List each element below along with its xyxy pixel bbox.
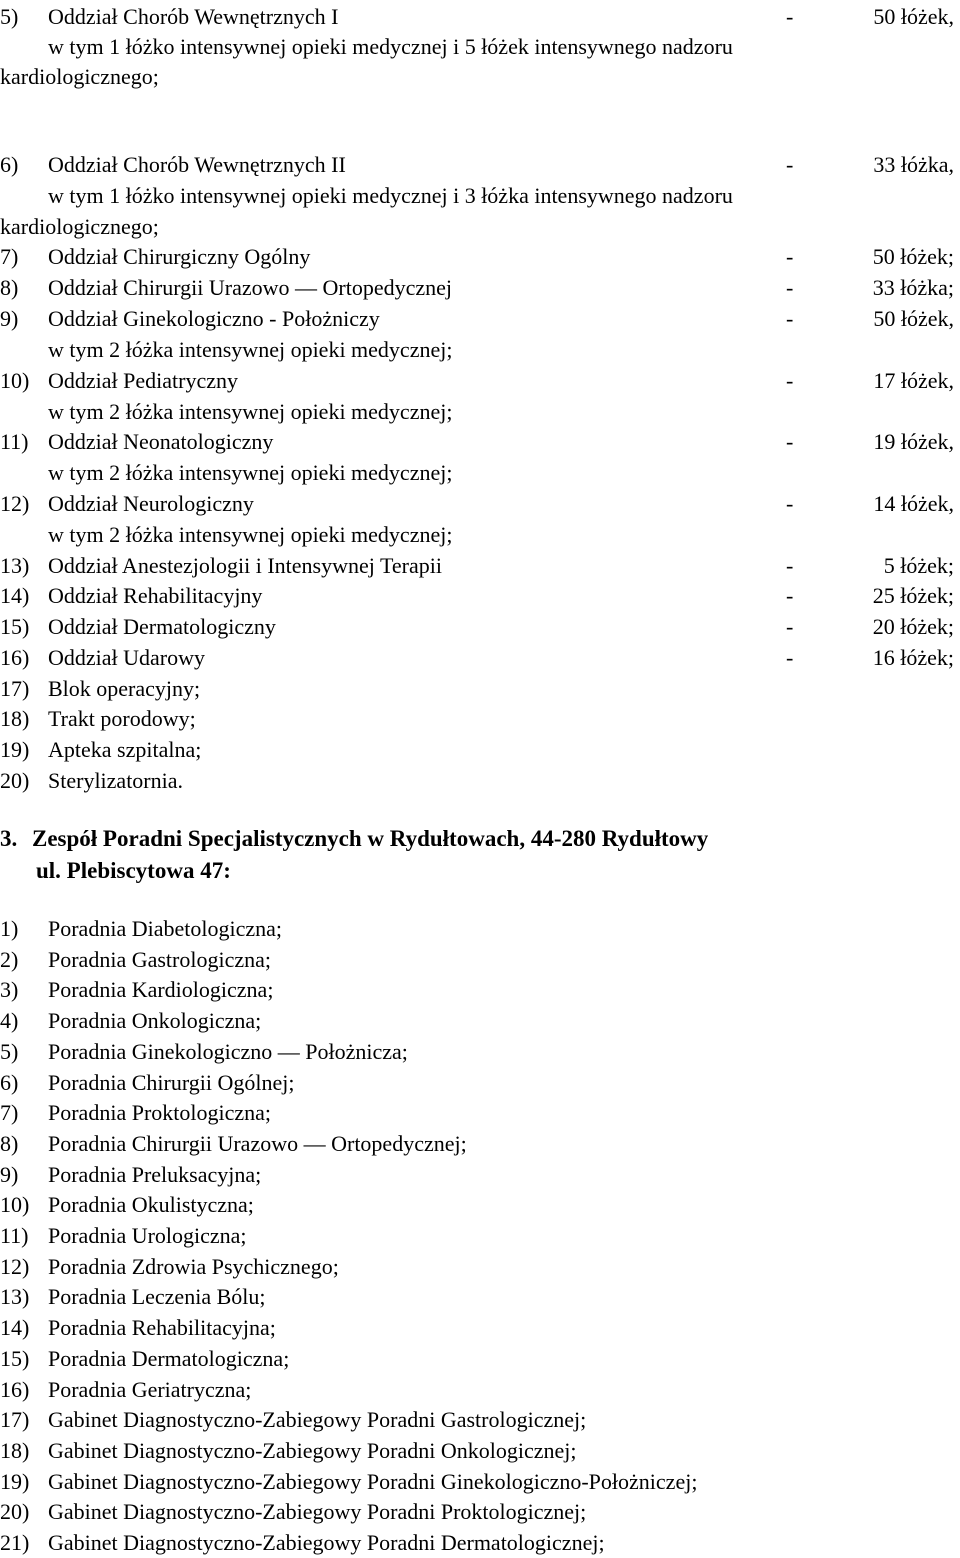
clinic-name: Poradnia Preluksacyjna;: [48, 1161, 262, 1187]
ward-name: Trakt porodowy;: [48, 706, 196, 731]
ward-item: [0, 427, 960, 457]
clinic-number: 18): [0, 1437, 30, 1463]
ward-beds: 33 łóżka,: [873, 152, 954, 177]
ward-subline: [0, 520, 960, 550]
ward-item: [0, 489, 960, 519]
clinic-name: Poradnia Leczenia Bólu;: [48, 1284, 266, 1310]
clinic-number: 8): [0, 1130, 19, 1156]
ward-dash: -: [786, 275, 794, 300]
clinic-number: 2): [0, 946, 19, 972]
clinic-item: [0, 1252, 960, 1282]
ward-detail: w tym 1 łóżko intensywnej opieki medycznej i 3 łóżka intensywnego nadzoru: [48, 183, 733, 208]
clinic-number: 20): [0, 1499, 30, 1525]
clinic-item: [0, 1006, 960, 1036]
ward-name: Oddział Chorób Wewnętrznych I: [48, 4, 339, 29]
ward-beds: 50 łóżek,: [873, 4, 954, 29]
ward-number: 13): [0, 553, 30, 578]
ward-name: Oddział Chirurgii Urazowo — Ortopedycznej: [48, 275, 453, 300]
ward-number: 18): [0, 706, 30, 731]
clinic-item: [0, 1405, 960, 1435]
ward-number: 12): [0, 491, 30, 516]
ward-number: 5): [0, 4, 19, 29]
clinic-item: [0, 1467, 960, 1497]
ward-dash: -: [786, 614, 794, 639]
ward-beds: 16 łóżek;: [872, 645, 954, 670]
ward-item: [0, 551, 960, 581]
clinic-item: [0, 1190, 960, 1220]
ward-detail: w tym 2 łóżka intensywnej opieki medycznej;: [48, 522, 453, 547]
clinic-number: 9): [0, 1161, 19, 1187]
ward-beds: 50 łóżek,: [873, 306, 954, 331]
ward-beds: 50 łóżek;: [872, 244, 954, 269]
section-heading: [0, 823, 960, 855]
section-address: [36, 855, 936, 887]
ward-beds: 5 łóżek;: [883, 553, 954, 578]
clinic-name: Gabinet Diagnostyczno-Zabiegowy Poradni Proktologicznej;: [48, 1499, 587, 1525]
clinic-item: [0, 1436, 960, 1466]
ward-number: 14): [0, 583, 30, 608]
clinic-item: [0, 975, 960, 1005]
clinic-item: [0, 1313, 960, 1343]
clinic-name: Poradnia Urologiczna;: [48, 1223, 247, 1248]
section-title: Zespół Poradni Specjalistycznych w Rydułtowach, 44-280 Rydułtowy: [32, 826, 709, 851]
ward-dash: -: [786, 4, 794, 29]
ward-dash: -: [786, 645, 794, 670]
ward-detail: w tym 2 łóżka intensywnej opieki medycznej;: [48, 460, 453, 485]
ward-number: 6): [0, 152, 19, 177]
ward-number: 15): [0, 614, 30, 639]
clinic-item: [0, 1037, 960, 1067]
clinic-number: 4): [0, 1008, 19, 1034]
clinic-name: Poradnia Okulistyczna;: [48, 1192, 254, 1218]
ward-item: [0, 704, 960, 734]
clinic-item: [0, 945, 960, 975]
clinic-item: [0, 1160, 960, 1190]
ward-item: [0, 366, 960, 396]
ward-detail: w tym 2 łóżka intensywnej opieki medycznej;: [48, 337, 453, 362]
ward-subline: [0, 62, 960, 92]
ward-name: Oddział Anestezjologii i Intensywnej Terapii: [48, 553, 442, 578]
clinic-name: Poradnia Proktologiczna;: [48, 1100, 272, 1126]
ward-item: [0, 242, 960, 272]
ward-beds: 25 łóżek;: [872, 583, 954, 608]
ward-name: Blok operacyjny;: [48, 676, 201, 701]
ward-name: Oddział Chirurgiczny Ogólny: [48, 244, 311, 269]
clinic-item: [0, 1344, 960, 1374]
ward-detail: w tym 1 łóżko intensywnej opieki medycznej i 5 łóżek intensywnego nadzoru: [48, 34, 733, 59]
ward-subline: [0, 212, 960, 242]
clinic-number: 14): [0, 1315, 30, 1341]
clinic-number: 17): [0, 1407, 30, 1433]
ward-item: [0, 273, 960, 303]
clinic-number: 1): [0, 916, 19, 941]
section-number: 3.: [0, 826, 18, 851]
ward-beds: 20 łóżek;: [872, 614, 954, 639]
ward-name: Oddział Pediatryczny: [48, 368, 238, 393]
ward-dash: -: [786, 553, 794, 578]
ward-item: [0, 612, 960, 642]
ward-beds: 33 łóżka;: [872, 275, 954, 300]
ward-number: 7): [0, 244, 19, 269]
ward-beds: 14 łóżek,: [873, 491, 954, 516]
clinic-number: 11): [0, 1223, 29, 1248]
ward-beds: 19 łóżek,: [873, 429, 954, 454]
clinic-number: 7): [0, 1100, 19, 1126]
ward-detail: kardiologicznego;: [0, 64, 159, 89]
ward-number: 10): [0, 368, 30, 393]
clinic-name: Poradnia Kardiologiczna;: [48, 977, 274, 1003]
clinic-number: 16): [0, 1376, 30, 1402]
ward-dash: -: [786, 429, 794, 454]
ward-name: Sterylizatornia.: [48, 768, 184, 793]
ward-item: [0, 643, 960, 673]
ward-number: 20): [0, 768, 30, 793]
clinic-name: Poradnia Chirurgii Ogólnej;: [48, 1069, 295, 1095]
ward-dash: -: [786, 491, 794, 516]
clinic-name: Gabinet Diagnostyczno-Zabiegowy Poradni Onkologicznej;: [48, 1437, 577, 1463]
ward-number: 8): [0, 275, 19, 300]
clinic-item: [0, 914, 960, 944]
ward-detail: kardiologicznego;: [0, 214, 159, 239]
clinic-item: [0, 1497, 960, 1527]
clinic-item: [0, 1098, 960, 1128]
ward-number: 16): [0, 645, 30, 670]
ward-number: 11): [0, 429, 29, 454]
ward-name: Oddział Rehabilitacyjny: [48, 583, 263, 608]
ward-number: 19): [0, 737, 30, 762]
ward-item: [0, 304, 960, 334]
clinic-name: Gabinet Diagnostyczno-Zabiegowy Poradni Ginekologiczno-Położniczej;: [48, 1468, 698, 1494]
ward-name: Oddział Dermatologiczny: [48, 614, 276, 639]
clinic-number: 3): [0, 977, 19, 1003]
ward-name: Apteka szpitalna;: [48, 737, 202, 762]
ward-dash: -: [786, 152, 794, 177]
ward-item: [0, 581, 960, 611]
ward-name: Oddział Udarowy: [48, 645, 206, 670]
clinic-number: 10): [0, 1192, 30, 1218]
ward-name: Oddział Neonatologiczny: [48, 429, 274, 454]
ward-item: [0, 766, 960, 796]
clinic-number: 15): [0, 1345, 30, 1371]
ward-dash: -: [786, 306, 794, 331]
ward-number: 17): [0, 676, 30, 701]
clinic-item: [0, 1375, 960, 1405]
ward-name: Oddział Neurologiczny: [48, 491, 254, 516]
clinic-item: [0, 1528, 960, 1558]
clinic-number: 19): [0, 1468, 30, 1494]
clinic-name: Poradnia Rehabilitacyjna;: [48, 1315, 276, 1341]
clinic-number: 21): [0, 1530, 30, 1555]
clinic-name: Poradnia Geriatryczna;: [48, 1376, 252, 1402]
ward-beds: 17 łóżek,: [873, 368, 954, 393]
clinic-number: 6): [0, 1069, 19, 1095]
clinic-name: Poradnia Diabetologiczna;: [48, 916, 282, 941]
clinic-item: [0, 1282, 960, 1312]
clinic-name: Poradnia Gastrologiczna;: [48, 946, 271, 972]
clinic-number: 13): [0, 1284, 30, 1310]
clinic-number: 12): [0, 1253, 30, 1279]
ward-name: Oddział Ginekologiczno - Położniczy: [48, 306, 380, 331]
clinic-item: [0, 1221, 960, 1251]
clinic-name: Poradnia Dermatologiczna;: [48, 1345, 290, 1371]
ward-item: [0, 150, 960, 180]
section-address-text: ul. Plebiscytowa 47:: [36, 858, 231, 883]
ward-subline: [0, 335, 960, 365]
ward-dash: -: [786, 583, 794, 608]
ward-item: [0, 2, 960, 32]
ward-name: Oddział Chorób Wewnętrznych II: [48, 152, 346, 177]
clinic-name: Poradnia Chirurgii Urazowo — Ortopedycznej;: [48, 1130, 467, 1156]
ward-dash: -: [786, 368, 794, 393]
ward-item: [0, 735, 960, 765]
clinic-name: Gabinet Diagnostyczno-Zabiegowy Poradni Dermatologicznej;: [48, 1530, 605, 1555]
ward-subline: [0, 181, 960, 211]
ward-dash: -: [786, 244, 794, 269]
ward-detail: w tym 2 łóżka intensywnej opieki medycznej;: [48, 399, 453, 424]
clinic-item: [0, 1068, 960, 1098]
clinic-number: 5): [0, 1038, 19, 1064]
clinic-name: Poradnia Ginekologiczno — Położnicza;: [48, 1038, 408, 1064]
ward-item: [0, 674, 960, 704]
ward-subline: [0, 397, 960, 427]
clinic-name: Gabinet Diagnostyczno-Zabiegowy Poradni Gastrologicznej;: [48, 1407, 587, 1433]
clinic-name: Poradnia Zdrowia Psychicznego;: [48, 1253, 339, 1279]
ward-subline: [0, 458, 960, 488]
ward-subline: [0, 32, 960, 62]
clinic-name: Poradnia Onkologiczna;: [48, 1008, 262, 1034]
clinic-item: [0, 1129, 960, 1159]
ward-number: 9): [0, 306, 19, 331]
